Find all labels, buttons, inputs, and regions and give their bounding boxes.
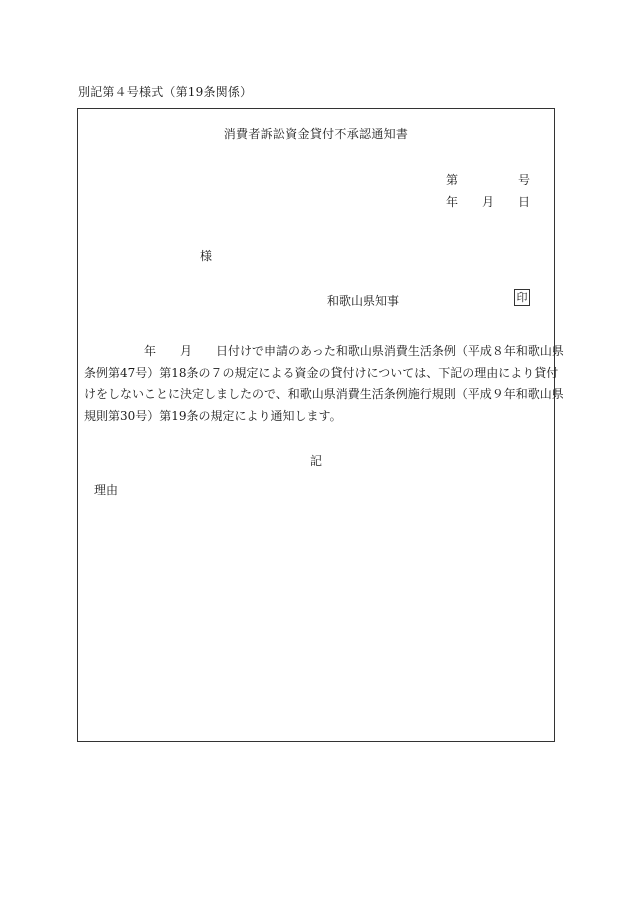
document-title: 消費者訴訟資金貸付不承認通知書 <box>223 127 409 141</box>
seal-stamp: 印 <box>514 289 530 306</box>
body-month-marker: 月 <box>180 344 193 358</box>
notice-body-line-3: けをしないことに決定しましたので、和歌山県消費生活条例施行規則（平成９年和歌山県 <box>84 387 564 401</box>
date-day: 日 <box>517 195 530 209</box>
notice-body-line-1 <box>84 341 564 363</box>
date-month: 月 <box>481 195 494 209</box>
notice-body <box>84 341 564 427</box>
ki-heading: 記 <box>309 454 322 468</box>
document-number-line <box>446 171 530 188</box>
body-line-1-text: 日付けで申請のあった和歌山県消費生活条例（平成８年和歌山県 <box>216 344 564 358</box>
notice-body-line-2: 条例第47号）第18条の７の規定による資金の貸付けについては、下記の理由により貸付 <box>84 365 559 380</box>
date-year: 年 <box>446 195 459 209</box>
document-date-line <box>446 193 530 210</box>
notice-body-line-4: 規則第30号）第19条の規定により通知します。 <box>84 408 342 423</box>
reason-label: 理由 <box>94 483 119 497</box>
issuer-name: 和歌山県知事 <box>327 294 400 308</box>
addressee-honorific: 様 <box>200 249 213 263</box>
number-suffix: 号 <box>517 173 530 187</box>
body-year-marker: 年 <box>144 344 157 358</box>
form-number-label: 別記第４号様式（第19条関係） <box>78 85 253 99</box>
document-frame <box>77 108 564 742</box>
number-prefix: 第 <box>446 173 459 187</box>
